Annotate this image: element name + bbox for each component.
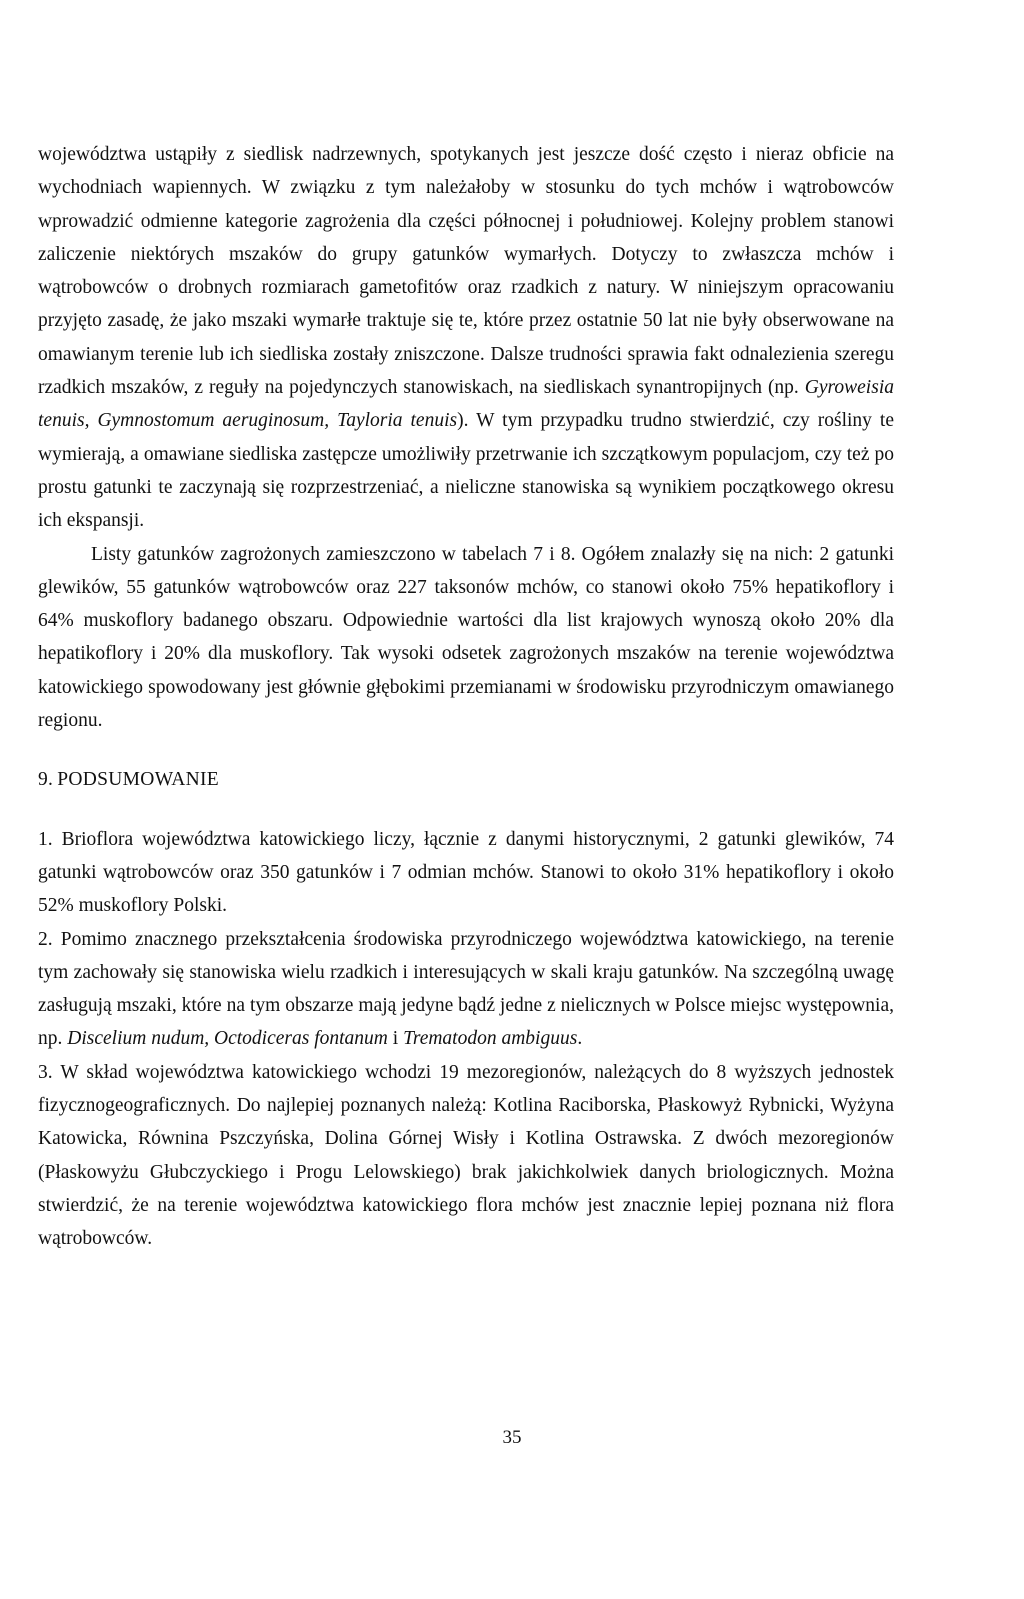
summary-text: Brioflora województwa katowickiego liczy, łącznie z danymi historycznymi, 2 gatunki glewików, 74 gatunki wątrobowców oraz 350 gatunków i 7 odmian mchów. Stanowi to około 31% hepatikoflory i około 52% muskoflory Polski. <box>38 828 894 917</box>
species-names: Trematodon ambiguus <box>403 1028 578 1050</box>
list-marker: 1. <box>38 828 53 850</box>
summary-item-1 <box>38 823 894 923</box>
page-number: 35 <box>502 1427 522 1448</box>
page-content <box>38 138 894 1256</box>
summary-text: . <box>577 1028 583 1050</box>
section-number: 9. <box>38 769 54 791</box>
summary-item-2 <box>38 923 894 1056</box>
summary-item-text <box>38 823 894 923</box>
summary-list <box>38 823 894 1256</box>
summary-text: i <box>387 1028 404 1050</box>
paragraph-text: ). W tym przypadku trudno stwierdzić, czy rośliny te wymierają, a omawiane siedliska zastępcze umożliwiły przetrwanie ich szczątkowym populacjom, czy też po prostu gatunki te zaczynają się rozprzestrzeniać, a nieliczne stanowiska są wynikiem początkowego okresu ich ekspansji. <box>38 410 894 532</box>
summary-text: W skład województwa katowickiego wchodzi 19 mezoregionów, należących do 8 wyższych jednostek fizycznogeograficznych. Do najlepiej poznanych należą: Kotlina Raciborska, Płaskowyż Rybnicki, Wyżyna Katowicka, Równina Pszczyńska, Dolina Górnej Wisły i Kotlina Ostrawska. Z dwóch mezoregionów (Płaskowyżu Głubczyckiego i Progu Lelowskiego) brak jakichkolwiek danych briologicznych. Można stwierdzić, że na terenie województwa katowickiego flora mchów jest znacznie lepiej poznana niż flora wątrobowców. <box>38 1061 894 1250</box>
list-marker: 3. <box>38 1061 53 1083</box>
summary-text: Pomimo znacznego przekształcenia środowiska przyrodniczego województwa katowickiego, na terenie tym zachowały się stanowiska wielu rzadkich i interesujących w skali kraju gatunków. Na szczególną uwagę zasługują mszaki, które na tym obszarze mają jedyne bądź jedne z nielicznych w Polsce miejsc występownia, np. <box>38 928 894 1050</box>
section-title: PODSUMOWANIE <box>57 769 220 791</box>
summary-item-3 <box>38 1056 894 1256</box>
paragraph-threat-categories <box>38 138 894 538</box>
species-names: Gyroweisia tenuis, Gymnostomum aeruginosum, Tayloria tenuis <box>38 377 894 432</box>
summary-item-text <box>38 1056 894 1256</box>
list-marker: 2. <box>38 928 53 950</box>
paragraph-text: województwa ustąpiły z siedlisk nadrzewnych, spotykanych jest jeszcze dość często i nieraz obficie na wychodniach wapiennych. W związku z tym należałoby w stosunku do tych mchów i wątrobowców wprowadzić odmienne kategorie zagrożenia dla części północnej i południowej. Kolejny problem stanowi zaliczenie niektórych mszaków do grupy gatunków wymarłych. Dotyczy to zwłaszcza mchów i wątrobowców o drobnych rozmiarach gametofitów oraz rzadkich z natury. W niniejszym opracowaniu przyjęto zasadę, że jako mszaki wymarłe traktuje się te, które przez ostatnie 50 lat nie były obserwowane na omawianym terenie lub ich siedliska zostały zniszczone. Dalsze trudności sprawia fakt odnalezienia szeregu rzadkich mszaków, z reguły na pojedynczych stanowiskach, na siedliskach synantropijnych (np. <box>38 144 894 399</box>
species-names: Discelium nudum, Octodiceras fontanum <box>67 1028 388 1050</box>
section-heading <box>38 763 894 796</box>
summary-item-text <box>38 923 894 1056</box>
paragraph-threatened-lists: Listy gatunków zagrożonych zamieszczono w tabelach 7 i 8. Ogółem znalazły się na nich: 2 gatunki glewików, 55 gatunków wątrobowców oraz 227 taksonów mchów, co stanowi około 75% hepatikoflory i 64% muskoflory badanego obszaru. Odpowiednie wartości dla list krajowych wynoszą około 20% dla hepatikoflory i 20% dla muskoflory. Tak wysoki odsetek zagrożonych mszaków na terenie województwa katowickiego spowodowany jest głównie głębokimi przemianami w środowisku przyrodniczym omawianego regionu. <box>38 543 894 732</box>
